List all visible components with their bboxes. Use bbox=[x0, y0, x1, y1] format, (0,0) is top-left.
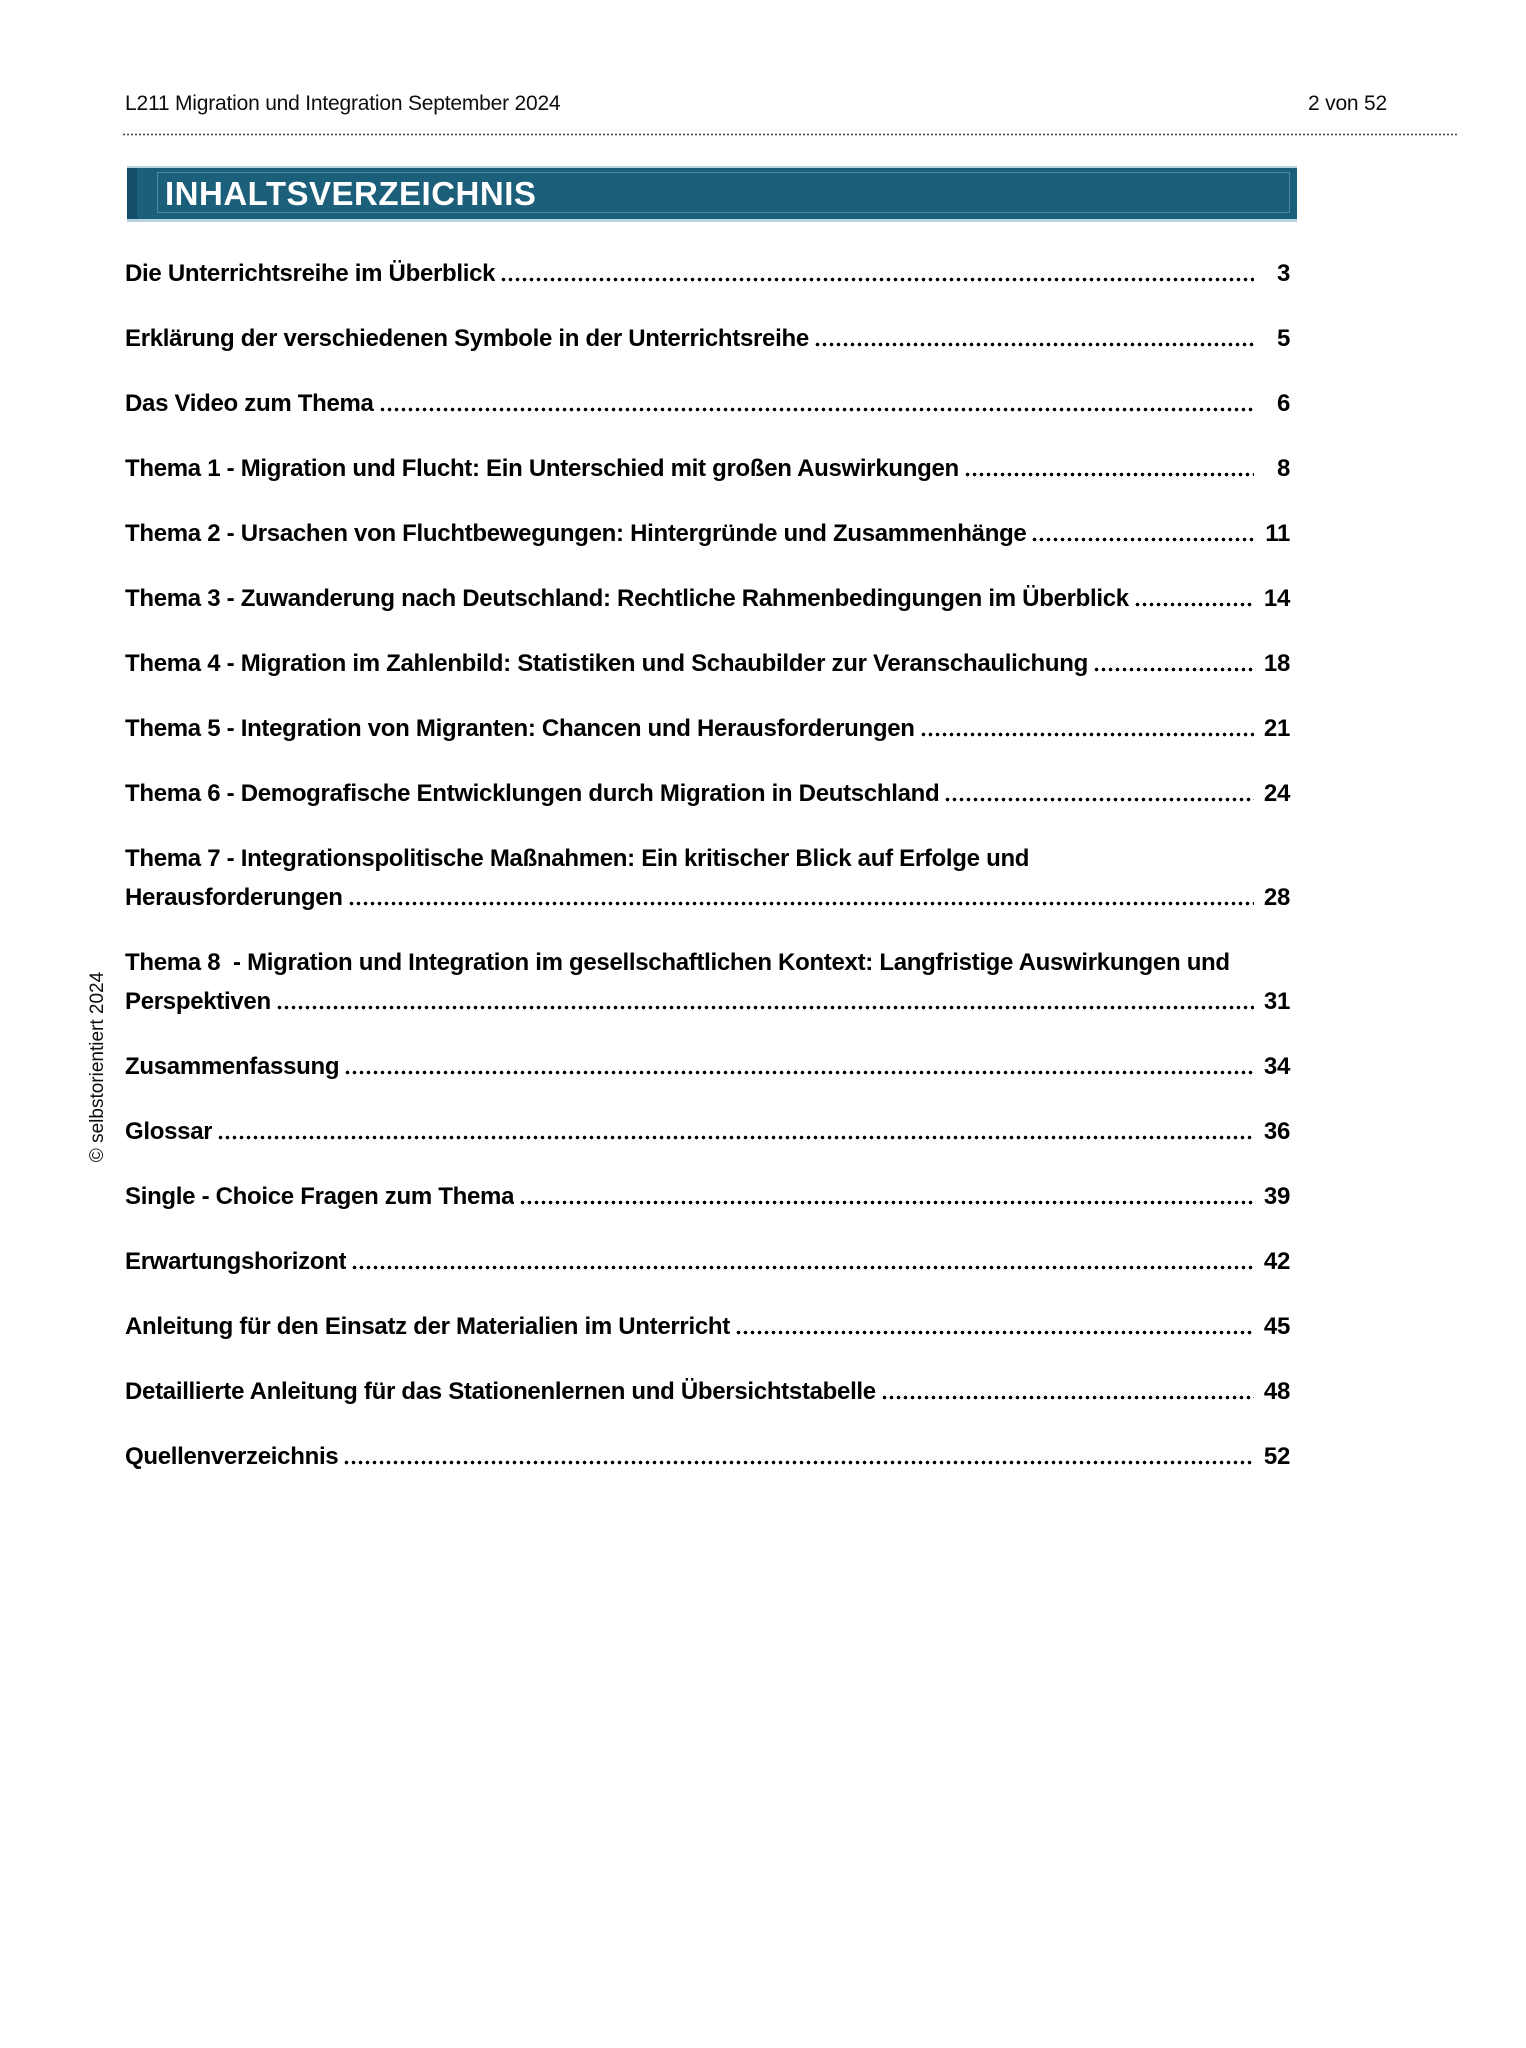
toc-entry-line bbox=[125, 444, 1290, 483]
toc-entry-line bbox=[125, 769, 1290, 808]
toc-entry-line bbox=[125, 1107, 1290, 1146]
dot-leader bbox=[735, 1330, 1254, 1335]
dot-leader bbox=[348, 901, 1254, 906]
toc-entry[interactable] bbox=[125, 314, 1290, 353]
header-page-indicator: 2 von 52 bbox=[1308, 92, 1387, 115]
toc-entry[interactable] bbox=[125, 379, 1290, 418]
page-header bbox=[125, 92, 1457, 116]
dot-leader bbox=[344, 1070, 1254, 1075]
toc-entry-title: Herausforderungen bbox=[125, 884, 343, 911]
dot-leader bbox=[276, 1005, 1254, 1010]
toc-entry-title: Thema 8 - Migration und Integration im gesellschaftlichen Kontext: Langfristige Auswirkungen und bbox=[125, 949, 1230, 976]
toc-entry-line bbox=[125, 1237, 1290, 1276]
dot-leader bbox=[500, 277, 1254, 282]
dot-leader bbox=[379, 407, 1254, 412]
toc-entry[interactable] bbox=[125, 1367, 1290, 1406]
toc-entry[interactable] bbox=[125, 704, 1290, 743]
toc-entry-line bbox=[125, 1367, 1290, 1406]
toc-entry-line bbox=[125, 639, 1290, 678]
toc-entry-title: Erklärung der verschiedenen Symbole in der Unterrichtsreihe bbox=[125, 325, 809, 352]
dot-leader bbox=[964, 472, 1254, 477]
toc-entry-title: Single - Choice Fragen zum Thema bbox=[125, 1183, 515, 1210]
toc-title: INHALTSVERZEICHNIS bbox=[165, 174, 537, 212]
toc-page-number: 31 bbox=[1263, 988, 1290, 1015]
toc-entry-line bbox=[125, 1302, 1290, 1341]
dot-leader bbox=[1031, 537, 1254, 542]
toc-entry-title: Das Video zum Thema bbox=[125, 390, 374, 417]
toc-entry-title: Thema 6 - Demografische Entwicklungen durch Migration in Deutschland bbox=[125, 780, 940, 807]
toc-entry[interactable] bbox=[125, 1042, 1290, 1081]
toc-entry[interactable] bbox=[125, 938, 1290, 1016]
toc-entry[interactable] bbox=[125, 574, 1290, 613]
toc-page-number: 3 bbox=[1276, 260, 1290, 287]
toc-page-number: 28 bbox=[1263, 884, 1290, 911]
dot-leader bbox=[920, 732, 1254, 737]
toc-entry[interactable] bbox=[125, 1302, 1290, 1341]
toc-entry-title: Zusammenfassung bbox=[125, 1053, 340, 1080]
toc-entry-title: Detaillierte Anleitung für das Stationenlernen und Übersichtstabelle bbox=[125, 1378, 876, 1405]
toc-entry-title: Thema 1 - Migration und Flucht: Ein Unterschied mit großen Auswirkungen bbox=[125, 455, 959, 482]
copyright-vertical-text: © selbstorientiert 2024 bbox=[87, 971, 108, 1163]
toc-entry[interactable] bbox=[125, 509, 1290, 548]
dot-leader bbox=[343, 1460, 1254, 1465]
toc-entry-title: Thema 2 - Ursachen von Fluchtbewegungen: Hintergründe und Zusammenhänge bbox=[125, 520, 1027, 547]
toc-entry[interactable] bbox=[125, 249, 1290, 288]
toc-entry-line bbox=[125, 1432, 1290, 1471]
toc-entry-line bbox=[125, 1172, 1290, 1211]
toc-entry-line bbox=[125, 574, 1290, 613]
toc-page-number: 6 bbox=[1276, 390, 1290, 417]
dot-leader bbox=[881, 1395, 1254, 1400]
toc-page-number: 36 bbox=[1263, 1118, 1290, 1145]
toc-page-number: 45 bbox=[1263, 1313, 1290, 1340]
toc-entry-title: Die Unterrichtsreihe im Überblick bbox=[125, 260, 496, 287]
toc-entry-line bbox=[125, 704, 1290, 743]
toc-entry-title: Quellenverzeichnis bbox=[125, 1443, 339, 1470]
toc-entry-line bbox=[125, 977, 1290, 1016]
dot-leader bbox=[1093, 667, 1254, 672]
toc-page-number: 21 bbox=[1263, 715, 1290, 742]
toc-entry-line bbox=[125, 873, 1290, 912]
header-doc-title: L211 Migration und Integration September 2024 bbox=[125, 92, 561, 115]
toc-entry-line bbox=[125, 249, 1290, 288]
dot-leader bbox=[351, 1265, 1254, 1270]
toc-entry[interactable] bbox=[125, 1432, 1290, 1471]
toc-entry-title: Anleitung für den Einsatz der Materialien im Unterricht bbox=[125, 1313, 730, 1340]
toc-list bbox=[125, 249, 1290, 1497]
toc-title-bar bbox=[127, 168, 1297, 219]
toc-page-number: 5 bbox=[1276, 325, 1290, 352]
toc-entry-line bbox=[125, 509, 1290, 548]
toc-page-number: 24 bbox=[1263, 780, 1290, 807]
toc-page-number: 39 bbox=[1263, 1183, 1290, 1210]
toc-entry-line bbox=[125, 314, 1290, 353]
toc-entry[interactable] bbox=[125, 639, 1290, 678]
dot-leader bbox=[944, 797, 1254, 802]
toc-page-number: 42 bbox=[1263, 1248, 1290, 1275]
toc-entry[interactable] bbox=[125, 1237, 1290, 1276]
toc-page-number: 11 bbox=[1265, 520, 1290, 547]
dot-leader bbox=[519, 1200, 1254, 1205]
dot-leader bbox=[1134, 602, 1254, 607]
toc-entry[interactable] bbox=[125, 834, 1290, 912]
toc-entry-title: Erwartungshorizont bbox=[125, 1248, 347, 1275]
toc-entry[interactable] bbox=[125, 769, 1290, 808]
toc-page-number: 8 bbox=[1276, 455, 1290, 482]
toc-entry-line bbox=[125, 938, 1290, 977]
toc-entry-title: Thema 4 - Migration im Zahlenbild: Statistiken und Schaubilder zur Veranschaulichung bbox=[125, 650, 1088, 677]
toc-page-number: 48 bbox=[1263, 1378, 1290, 1405]
toc-entry-line bbox=[125, 834, 1290, 873]
toc-entry-title: Perspektiven bbox=[125, 988, 271, 1015]
dot-leader bbox=[217, 1135, 1254, 1140]
dot-leader bbox=[814, 342, 1254, 347]
toc-page-number: 18 bbox=[1263, 650, 1290, 677]
toc-entry-line bbox=[125, 379, 1290, 418]
toc-entry-title: Thema 5 - Integration von Migranten: Chancen und Herausforderungen bbox=[125, 715, 915, 742]
toc-entry-title: Thema 3 - Zuwanderung nach Deutschland: Rechtliche Rahmenbedingungen im Überblick bbox=[125, 585, 1129, 612]
toc-page-number: 34 bbox=[1263, 1053, 1290, 1080]
toc-entry-title: Thema 7 - Integrationspolitische Maßnahmen: Ein kritischer Blick auf Erfolge und bbox=[125, 845, 1030, 872]
header-divider-dotted-rule bbox=[122, 132, 1457, 137]
toc-page-number: 52 bbox=[1263, 1443, 1290, 1470]
toc-entry[interactable] bbox=[125, 1172, 1290, 1211]
toc-page-number: 14 bbox=[1263, 585, 1290, 612]
toc-entry-title: Glossar bbox=[125, 1118, 213, 1145]
toc-entry[interactable] bbox=[125, 444, 1290, 483]
toc-entry-line bbox=[125, 1042, 1290, 1081]
toc-entry[interactable] bbox=[125, 1107, 1290, 1146]
